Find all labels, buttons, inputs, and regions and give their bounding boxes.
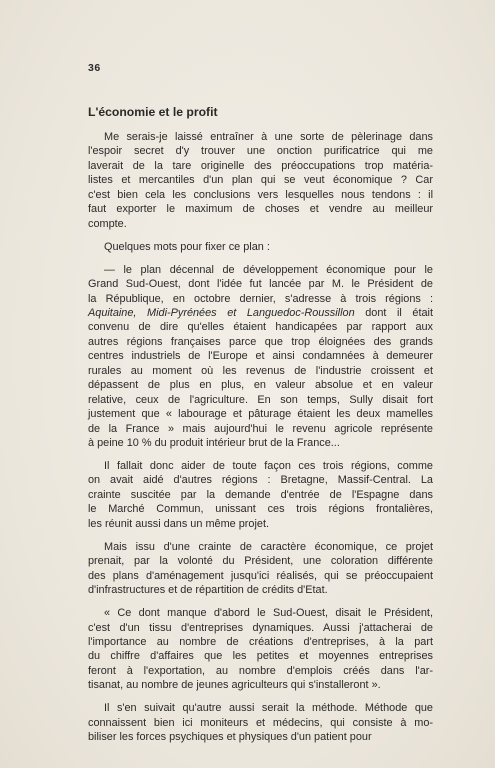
text-line: la République, en octobre dernier, s'adresse à trois régions : xyxy=(88,292,433,305)
text-line: les réunit aussi dans un même projet. xyxy=(88,517,269,530)
text-line: à peine 10 % du produit intérieur brut de la France... xyxy=(88,437,340,450)
text-line-regions: Aquitaine, Midi-Pyrénées et Languedoc-Roussillon dont il était xyxy=(88,306,433,319)
paragraph-pilgrimage xyxy=(88,130,433,231)
text-line: feront à l'exportation, au nombre d'emplois créés dans l'ar- xyxy=(88,664,433,677)
text-line: centres industriels de l'Europe et ainsi condamnées à demeurer xyxy=(88,350,433,363)
page-number: 36 xyxy=(88,62,101,74)
text-line: faut exporter le maximum de choses et vendre au meilleur xyxy=(88,203,433,216)
text-line: des plans d'aménagement jusqu'ici réalisés, qui se préoccupaient xyxy=(88,569,433,582)
text-line: autres régions françaises parce que trop éloignées des grands xyxy=(88,335,433,348)
text-line: Il fallait donc aider de toute façon ces trois régions, comme xyxy=(104,460,433,473)
text-line: relative, ceux de l'agriculture. En son temps, Sully disait fort xyxy=(88,393,433,406)
paragraph-intro-plan xyxy=(88,240,433,254)
text-line: laverait de la tare originelle des préoccupations trop matéria- xyxy=(88,159,433,172)
text-line: biliser les forces psychiques et physiques d'un patient pour xyxy=(88,731,372,744)
paragraph-aider-regions xyxy=(88,459,433,531)
text-line: on avait aidé d'autres régions : Bretagne, Massif-Central. La xyxy=(88,474,433,487)
text-body xyxy=(88,104,433,753)
text-line: de la France » mais aujourd'hui le revenu agricole représente xyxy=(88,422,433,435)
text-line: Quelques mots pour fixer ce plan : xyxy=(104,240,270,253)
text-line: — le plan décennal de développement économique pour le xyxy=(104,263,433,276)
text-line: « Ce dont manque d'abord le Sud-Ouest, disait le Président, xyxy=(104,607,433,620)
text-line: c'est d'un tissu d'entreprises dynamiques. Aussi j'attacherai de xyxy=(88,621,433,634)
text-line: dépassent de plus en plus, en valeur absolue et en valeur xyxy=(88,379,433,392)
regions-italic: Aquitaine, Midi-Pyrénées et Languedoc-Roussillon xyxy=(88,306,355,319)
text-line: listes et mercantiles d'un plan qui se veut économique ? Car xyxy=(88,174,433,187)
text-line: compte. xyxy=(88,217,127,230)
text-line: Mais issu d'une crainte de caractère économique, ce projet xyxy=(104,540,433,553)
text-line: l'importance au nombre de créations d'entreprises, à la part xyxy=(88,636,433,648)
text-line: convenu de dire qu'elles étaient handicapées par rapport aux xyxy=(88,321,433,334)
text-line: d'infrastructures et de répartition de crédits d'Etat. xyxy=(88,584,328,597)
paragraph-crainte-economique xyxy=(88,540,433,598)
text-line: Grand Sud-Ouest, dont l'idée fut lancée par M. le Président de xyxy=(88,278,433,291)
paragraph-methode xyxy=(88,701,433,744)
text-line: tisanat, au nombre de jeunes agriculteurs qui s'installeront ». xyxy=(88,679,381,692)
text-line: le Marché Commun, unissant ces trois régions frontalières, xyxy=(88,503,433,516)
text-line: c'est bien cela les conclusions vers lesquelles nous tendons : il xyxy=(88,188,433,201)
text-line: Il s'en suivait qu'autre aussi serait la méthode. Méthode que xyxy=(104,702,433,715)
text-line: l'espoir secret d'y trouver une onction purificatrice qui me xyxy=(88,145,433,158)
text-line: rurales au moment où les revenus de l'industrie croissent et xyxy=(88,364,433,377)
text-line: du chiffre d'affaires que les petites et moyennes entreprises xyxy=(88,650,433,663)
section-heading: L'économie et le profit xyxy=(88,105,218,119)
text-line: justement que « labourage et pâturage étaient les deux mamelles xyxy=(88,408,433,421)
paragraph-plan-decennal xyxy=(88,263,433,451)
paragraph-president-quote xyxy=(88,606,433,693)
text-line: prenait, par la volonté du Président, une coloration différente xyxy=(88,555,433,568)
text-line: crainte suscitée par la demande d'entrée de l'Espagne dans xyxy=(88,488,433,501)
text-line: Me serais-je laissé entraîner à une sorte de pèlerinage dans xyxy=(104,131,433,143)
text-line: connaissent bien ici moniteurs et médecins, qui consiste à mo- xyxy=(88,716,433,729)
